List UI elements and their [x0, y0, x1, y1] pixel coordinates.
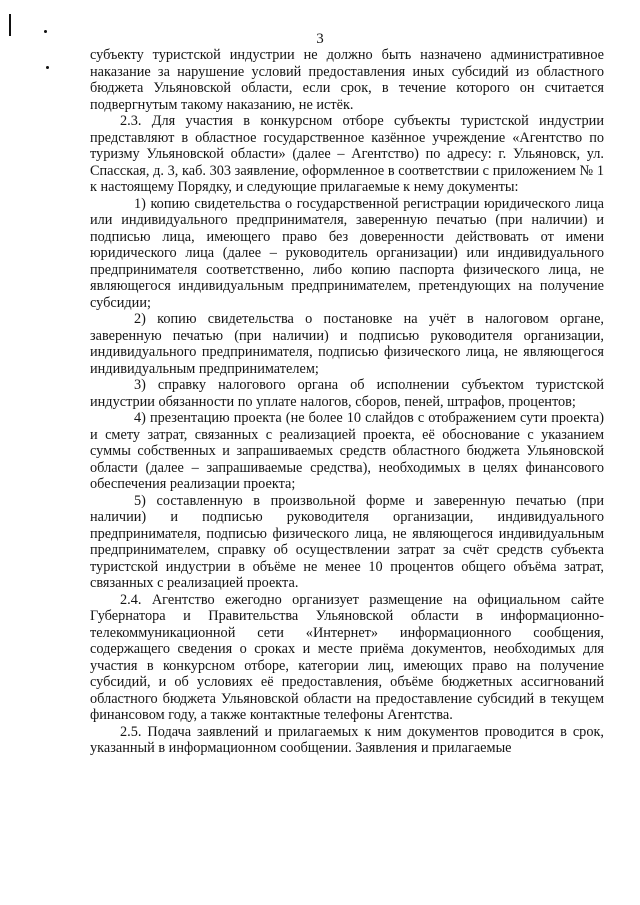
page-number: 3 — [316, 31, 324, 47]
list-item-2: 2) копию свидетельства о постановке на учёт в налоговом органе, заверенную печатью (при наличии) и подписью руководителя организации, индивидуального предпринимателя, подписью физического лица, не являющегося индивидуальным предпринимателем; — [90, 311, 604, 377]
document-body — [90, 47, 604, 757]
paragraph-2-5: 2.5. Подача заявлений и прилагаемых к ним документов проводится в срок, указанный в информационном сообщении. Заявления и прилагаемые — [90, 723, 604, 756]
scan-speck — [46, 66, 49, 69]
list-item-1: 1) копию свидетельства о государственной регистрации юридического лица или индивидуального предпринимателя, заверенную печатью (при наличии) и подписью лица, имеющего право без доверенности действовать от имени юридического лица (далее – руководитель организации) или индивидуального предпринимателя соответственно, либо копию паспорта физического лица, не являющегося индивидуальным предпринимателем, претендующих на получение субсидии; — [90, 195, 604, 311]
paragraph-2-3: 2.3. Для участия в конкурсном отборе субъекты туристской индустрии представляют в областное государственное казённое учреждение «Агентство по туризму Ульяновской области» (далее – Агентство) по адресу: г. Ульяновск, ул. Спасская, д. 3, каб. 303 заявление, оформленное в соответствии с приложением № 1 к настоящему Порядку, и следующие прилагаемые к нему документы: — [90, 113, 604, 195]
list-item-3: 3) справку налогового органа об исполнении субъектом туристской индустрии обязанности по уплате налогов, сборов, пеней, штрафов, процентов; — [90, 377, 604, 410]
list-item-5: 5) составленную в произвольной форме и заверенную печатью (при наличии) и подписью руководителя организации, индивидуального предпринимателя, подписью физического лица, не являющегося индивидуальным предпринимателем, справку об осуществлении затрат за счёт средств субъекта туристской индустрии в объёме не менее 10 процентов общего объёма затрат, связанных с реализацией проекта. — [90, 492, 604, 591]
list-item-4: 4) презентацию проекта (не более 10 слайдов с отображением сути проекта) и смету затрат, связанных с реализацией проекта, её обоснование с указанием суммы собственных и запрашиваемых средств областного бюджета Ульяновской области (далее – запрашиваемые средства), необходимых в целях финансового обеспечения реализации проекта; — [90, 410, 604, 492]
paragraph-2-4: 2.4. Агентство ежегодно организует размещение на официальном сайте Губернатора и Правительства Ульяновской области в информационно-телекоммуникационной сети «Интернет» информационного сообщения, содержащего сведения о сроках и месте приёма документов, необходимых для участия в конкурсном отборе, категории лиц, имеющих право на получение субсидий, и об условиях её предоставления, объёме бюджетных ассигнований областного бюджета Ульяновской области на предоставление субсидий в текущем финансовом году, а также контактные телефоны Агентства. — [90, 591, 604, 723]
paragraph-continuation: субъекту туристской индустрии не должно быть назначено административное наказание за нарушение условий предоставления иных субсидий из областного бюджета Ульяновской области, если срок, в течение которого он считается подвергнутым такому наказанию, не истёк. — [90, 47, 604, 113]
